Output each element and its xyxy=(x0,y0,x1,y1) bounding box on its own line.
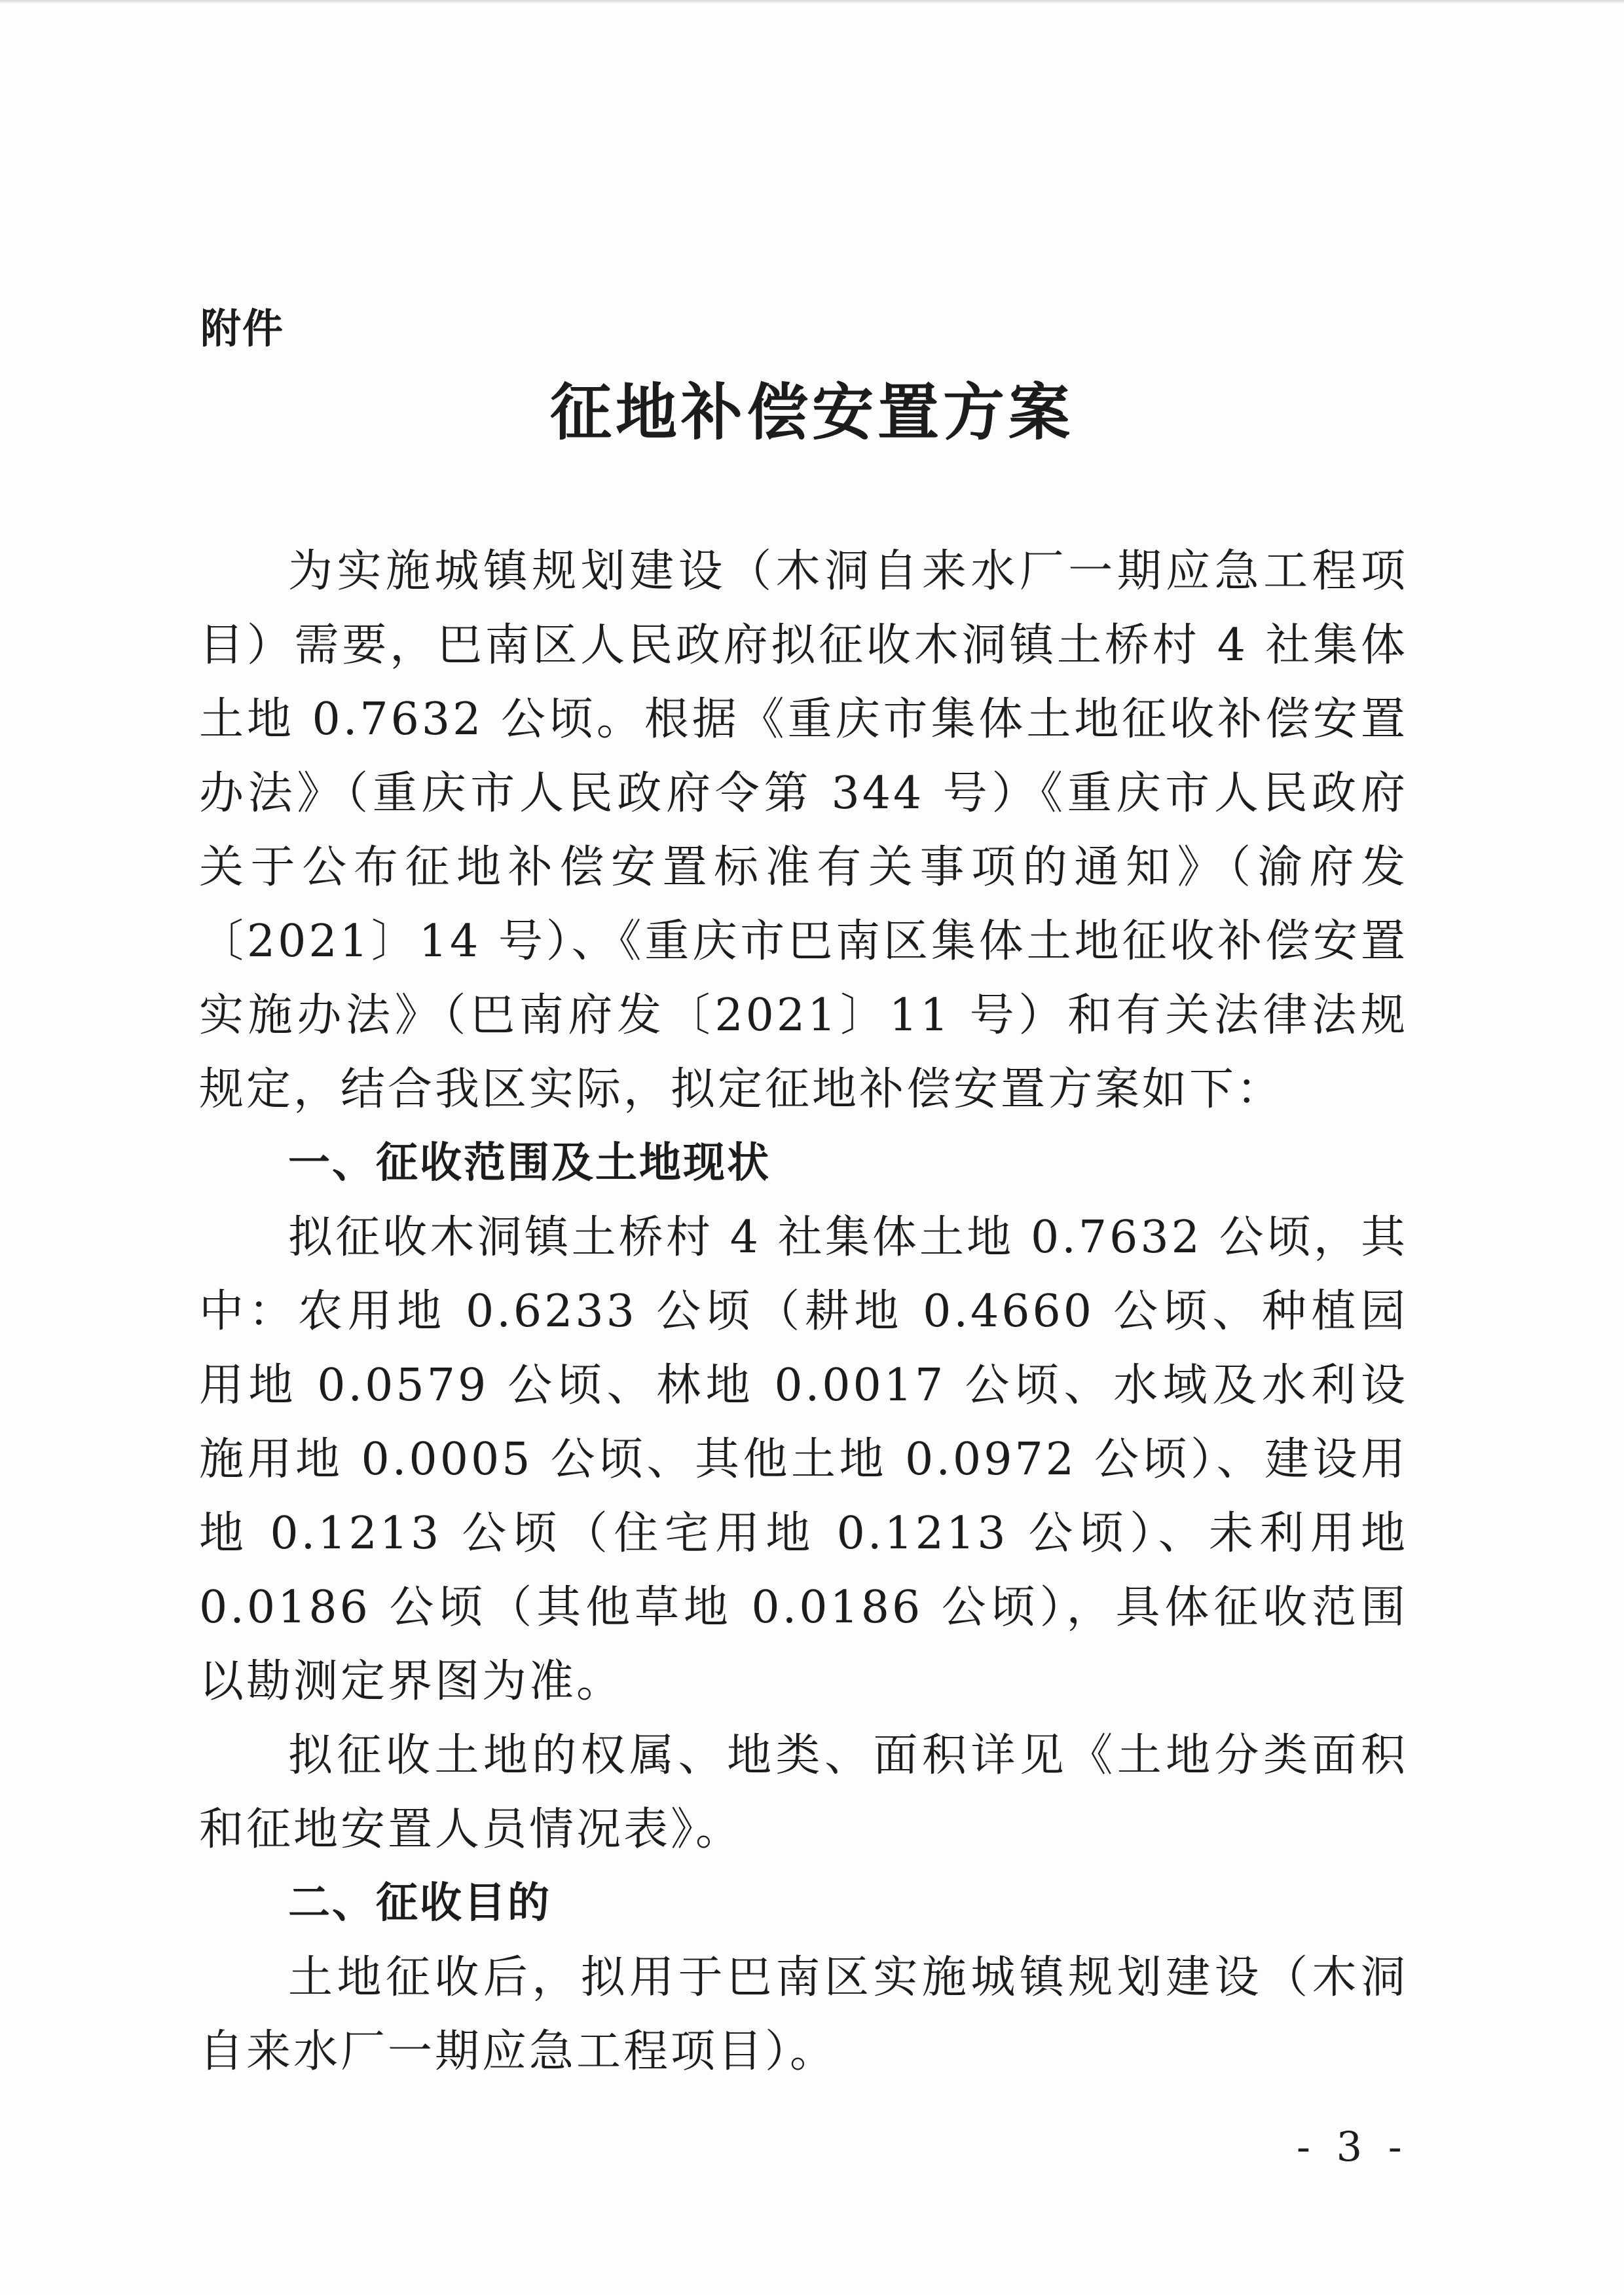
document-title: 征地补偿安置方案 xyxy=(549,377,1074,449)
section-1-paragraph-2: 拟征收土地的权属、地类、面积详见《土地分类面积和征地安置人员情况表》。 xyxy=(199,1730,1408,1856)
section-2-paragraph-1: 土地征收后，拟用于巴南区实施城镇规划建设（木洞自来水厂一期应急工程项目）。 xyxy=(199,1952,1408,2078)
section-2-heading: 二、征收目的 xyxy=(288,1879,551,1928)
section-1-paragraph-1: 拟征收木洞镇土桥村 4 社集体土地 0.7632 公顷，其中：农用地 0.6233 公顷（耕地 0.4660 公顷、种植园用地 0.0579 公顷、林地 0.0017 公顷、水域及水利设施用地 0.0005 公顷、其他土地 0.0972 公顷）、建设用地 0.1213 公顷（住宅用地 0.1213 公顷）、未利用地 0.0186 公顷（其他草地 0.0186 公顷），具体征收范围以勘测定界图为准。 xyxy=(199,1212,1408,1707)
intro-paragraph: 为实施城镇规划建设（木洞自来水厂一期应急工程项目）需要，巴南区人民政府拟征收木洞镇土桥村 4 社集体土地 0.7632 公顷。根据《重庆市集体土地征收补偿安置办法》（重庆市人民政府令第 344 号）《重庆市人民政府关于公布征地补偿安置标准有关事项的通知》（渝府发〔2021〕14 号）、《重庆市巴南区集体土地征收补偿安置实施办法》（巴南府发〔2021〕11 号）和有关法律法规规定，结合我区实际，拟定征地补偿安置方案如下： xyxy=(199,546,1408,1115)
page-number: - 3 - xyxy=(1297,2123,1409,2171)
document-body xyxy=(199,534,1408,2089)
attachment-label: 附件 xyxy=(200,305,285,352)
page-top-edge xyxy=(0,0,1624,4)
section-1-heading: 一、征收范围及土地现状 xyxy=(288,1139,771,1187)
